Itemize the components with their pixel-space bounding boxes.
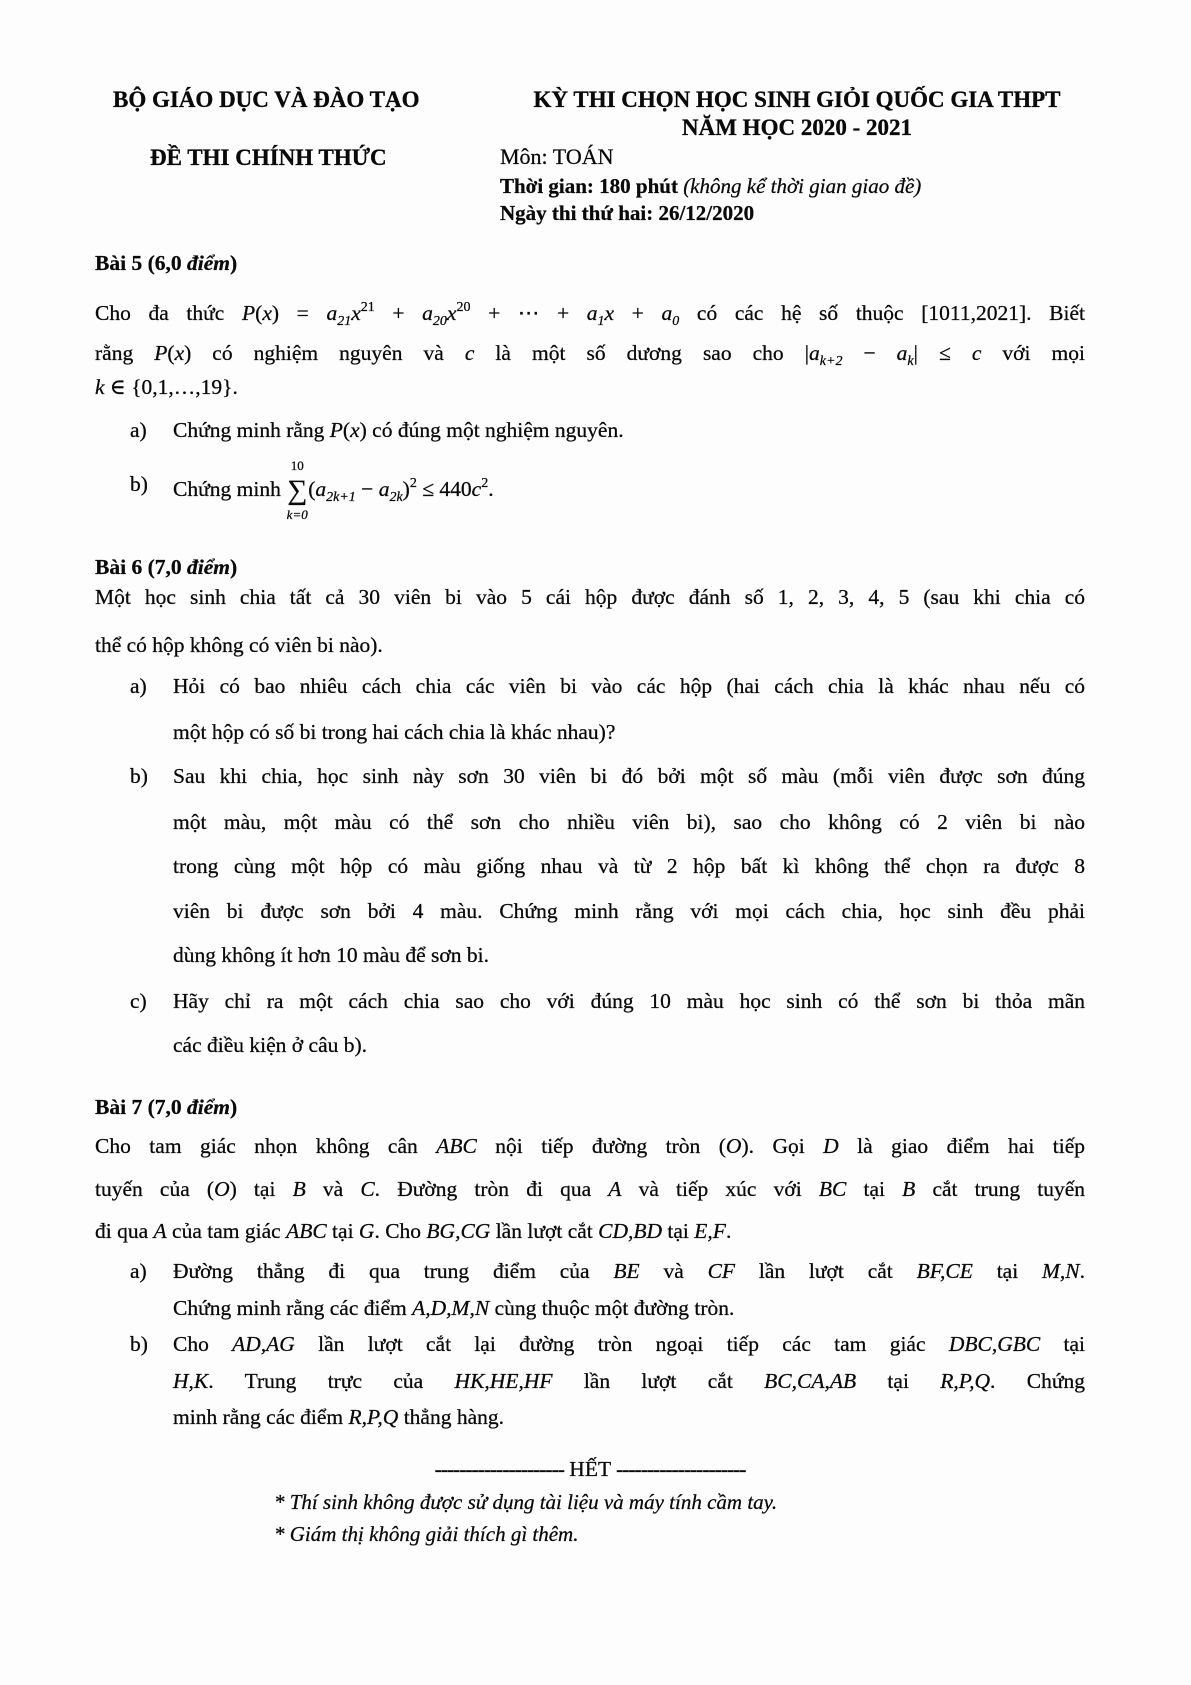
math-symbol: CF: [707, 1259, 736, 1283]
text-run: Cho đa thức: [95, 301, 242, 325]
text-run: −: [842, 341, 897, 365]
text-run: . Chứng: [990, 1369, 1086, 1393]
math-symbol: CD,BD: [598, 1219, 663, 1243]
official-exam-label: ĐỀ THI CHÍNH THỨC: [150, 145, 387, 170]
bold-text: (6,0: [142, 251, 187, 275]
problem-6-title: [95, 553, 1085, 581]
math-symbol: a: [896, 341, 908, 365]
text-run: +: [374, 301, 423, 325]
problem-6-part-b: Sau khi chia, học sinh này sơn 30 viên bi đó bởi một số màu (mỗi viên được sơn đúng: [173, 764, 1085, 788]
text-run: có các hệ số thuộc [1011,2021]. Biết: [679, 301, 1085, 325]
subscript: 2k: [389, 490, 403, 505]
math-symbol: BG,CG: [426, 1219, 491, 1243]
text-run: tại: [662, 1219, 695, 1243]
part-label: b): [130, 1332, 148, 1356]
subscript: k: [907, 354, 914, 369]
math-symbol: x: [174, 341, 185, 365]
math-symbol: ABC: [436, 1134, 477, 1158]
math-symbol: a: [586, 301, 598, 325]
subscript: 21: [337, 314, 352, 329]
exam-duration: [500, 172, 921, 200]
math-symbol: BE: [613, 1259, 640, 1283]
bold-text: ): [230, 251, 238, 275]
text-run: ) =: [271, 301, 327, 325]
text-run: và: [305, 1177, 361, 1201]
problem-6-part-a: Hỏi có bao nhiêu cách chia các viên bi vào các hộp (hai cách chia là khác nhau nếu có: [173, 674, 1085, 698]
part-label: a): [130, 1259, 147, 1283]
subscript: k+2: [819, 354, 843, 369]
text-run: .: [1079, 1259, 1085, 1283]
math-symbol: x: [604, 301, 615, 325]
math-symbol: BF,CE: [916, 1259, 973, 1283]
text-run: +: [614, 301, 662, 325]
math-symbol: k: [95, 375, 105, 399]
math-symbol: A: [153, 1219, 167, 1243]
bold-italic-text: điểm: [187, 251, 230, 275]
problem-7-part-b: [173, 1330, 1085, 1358]
problem-5-part-b: [173, 458, 1085, 522]
text-run: rằng: [95, 341, 155, 365]
math-symbol: R,P,Q: [348, 1405, 399, 1429]
bold-italic-text: điểm: [187, 555, 230, 579]
text-run: .: [488, 477, 494, 501]
problem-6-line: Một học sinh chia tất cả 30 viên bi vào 5 cái hộp được đánh số 1, 2, 3, 4, 5 (sau khi chia có: [95, 585, 1085, 609]
problem-5-line: [95, 294, 1085, 336]
text-run: lần lượt cắt: [490, 1219, 599, 1243]
text-run: và tiếp xúc với: [621, 1177, 819, 1201]
sum-upper-limit: 10: [290, 458, 304, 473]
text-run: ) có đúng một nghiệm nguyên.: [359, 418, 624, 442]
bold-text: Bài 6: [95, 555, 143, 579]
math-symbol: c: [464, 341, 475, 365]
math-symbol: A: [608, 1177, 622, 1201]
problem-7-title: [95, 1093, 1085, 1121]
math-symbol: x: [446, 301, 457, 325]
bold-italic-text: điểm: [187, 1095, 230, 1119]
math-symbol: BC: [818, 1177, 847, 1201]
problem-5-title: [95, 249, 1085, 277]
problem-5-line: [95, 339, 1085, 376]
math-symbol: x: [351, 301, 361, 325]
text-run: . Trung trực của: [208, 1369, 455, 1393]
math-symbol: A,D,M,N: [412, 1296, 490, 1320]
part-label: b): [130, 472, 148, 496]
text-run: (: [167, 341, 175, 365]
text-run: tại: [326, 1219, 359, 1243]
math-symbol: a: [809, 341, 820, 365]
part-label: c): [130, 989, 147, 1013]
text-run: thẳng hàng.: [398, 1405, 504, 1429]
time-label: Thời gian: 180 phút: [500, 174, 684, 198]
note: * Giám thị không giải thích gì thêm.: [274, 1522, 579, 1546]
math-symbol: BC,CA,AB: [764, 1369, 857, 1393]
subscript: 20: [432, 314, 447, 329]
subscript: 2k+1: [326, 490, 356, 505]
text-run: | ≤: [913, 341, 972, 365]
math-symbol: x: [350, 418, 360, 442]
problem-7-part-a: [173, 1294, 1085, 1322]
text-run: tại: [846, 1177, 903, 1201]
text-run: là giao điểm hai tiếp: [838, 1134, 1086, 1158]
text-run: Cho: [173, 1332, 233, 1356]
math-symbol: c: [971, 341, 982, 365]
text-run: lần lượt cắt lại đường tròn ngoại tiếp các tam giác: [294, 1332, 949, 1356]
text-run: tuyến của (: [95, 1177, 215, 1201]
problem-6-part-b: một màu, một màu có thể sơn cho nhiều viên bi), sao cho không có 2 viên bi nào: [173, 810, 1085, 834]
text-run: với mọi: [981, 341, 1085, 365]
bold-text: Bài 7: [95, 1095, 143, 1119]
text-run: và: [639, 1259, 708, 1283]
text-run: Chứng minh rằng các điểm: [173, 1296, 413, 1320]
superscript: 2: [409, 476, 417, 491]
problem-6-part-a: một hộp có số bi trong hai cách chia là khác nhau)?: [173, 720, 616, 744]
part-label: a): [130, 418, 147, 442]
text-run: . Đường tròn đi qua: [374, 1177, 609, 1201]
math-symbol: a: [661, 301, 673, 325]
text-run: là một số dương sao cho |: [474, 341, 810, 365]
subject: Môn: TOÁN: [500, 144, 614, 169]
subscript: 0: [672, 314, 680, 329]
end-dashes-left: ---------------------: [434, 1457, 564, 1481]
math-symbol: D: [823, 1134, 839, 1158]
text-run: của tam giác: [166, 1219, 287, 1243]
text-run: ) có nghiệm nguyên và: [184, 341, 465, 365]
math-symbol: P: [242, 301, 256, 325]
math-symbol: B: [292, 1177, 306, 1201]
problem-7-line: [95, 1217, 1085, 1245]
text-run: Cho tam giác nhọn không cân: [95, 1134, 437, 1158]
math-symbol: a: [378, 477, 390, 501]
text-run: (: [255, 301, 263, 325]
text-run: minh rằng các điểm: [173, 1405, 349, 1429]
text-run: ≤ 440: [416, 477, 472, 501]
text-run: ). Gọi: [741, 1134, 824, 1158]
math-symbol: R,P,Q: [940, 1369, 991, 1393]
text-run: đi qua: [95, 1219, 154, 1243]
problem-7-part-b: [173, 1403, 1085, 1431]
problem-6-part-b: viên bi được sơn bởi 4 màu. Chứng minh rằng với mọi cách chia, học sinh đều phải: [173, 899, 1085, 923]
math-symbol: x: [262, 301, 272, 325]
sigma-glyph: ∑: [287, 475, 308, 506]
math-symbol: M,N: [1042, 1259, 1080, 1283]
text-run: tại: [856, 1369, 941, 1393]
math-symbol: G: [358, 1219, 375, 1243]
end-label: HẾT: [569, 1457, 611, 1481]
text-run: (: [342, 418, 351, 442]
bold-text: Bài 5: [95, 251, 143, 275]
superscript: 21: [360, 300, 375, 315]
math-symbol: ABC: [286, 1219, 327, 1243]
math-symbol: B: [902, 1177, 916, 1201]
ministry-name: BỘ GIÁO DỤC VÀ ĐÀO TẠO: [113, 87, 420, 112]
time-note: (không kể thời gian giao đề): [683, 174, 922, 198]
problem-7-line: [95, 1175, 1085, 1203]
text-run: .: [725, 1219, 732, 1243]
math-symbol: O: [214, 1177, 230, 1201]
problem-6-line: thể có hộp không có viên bi nào).: [95, 633, 383, 657]
math-symbol: c: [471, 477, 482, 501]
summation-symbol: [286, 458, 308, 522]
text-run: ∈ {0,1,…,19}.: [104, 375, 238, 399]
text-run: ): [402, 477, 410, 501]
math-symbol: a: [315, 477, 327, 501]
text-run: cắt trung tuyến: [915, 1177, 1085, 1201]
superscript: 2: [481, 476, 489, 491]
text-run: lần lượt cắt: [735, 1259, 917, 1283]
exam-title: KỲ THI CHỌN HỌC SINH GIỎI QUỐC GIA THPT: [533, 87, 1061, 112]
math-symbol: a: [326, 301, 338, 325]
math-symbol: AD,AG: [232, 1332, 295, 1356]
bold-text: ): [230, 1095, 238, 1119]
problem-6-part-b: trong cùng một hộp có màu giống nhau và từ 2 hộp bất kì không thể chọn ra được 8: [173, 854, 1085, 878]
math-symbol: C: [360, 1177, 375, 1201]
problem-7-line: [95, 1132, 1085, 1160]
bold-text: (7,0: [142, 555, 187, 579]
text-run: −: [355, 477, 379, 501]
problem-5-part-a: [173, 416, 1085, 444]
text-run: tại: [1040, 1332, 1085, 1356]
problem-7-part-a: [173, 1257, 1085, 1285]
math-symbol: a: [422, 301, 433, 325]
math-symbol: HK,HE,HF: [454, 1369, 553, 1393]
problem-5-line: [95, 373, 1085, 401]
text-run: + ⋯ +: [470, 301, 587, 325]
exam-date: Ngày thi thứ hai: 26/12/2020: [500, 201, 755, 225]
text-run: lần lượt cắt: [552, 1369, 765, 1393]
text-run: Chứng minh: [173, 477, 287, 501]
problem-6-part-c: Hãy chỉ ra một cách chia sao cho với đúng 10 màu học sinh có thể sơn bi thỏa mãn: [173, 989, 1085, 1013]
bold-text: ): [230, 555, 238, 579]
problem-7-part-b: [173, 1367, 1085, 1395]
end-marker: [0, 1455, 1180, 1483]
math-symbol: DBC,GBC: [948, 1332, 1041, 1356]
note: * Thí sinh không được sử dụng tài liệu và máy tính cầm tay.: [274, 1490, 778, 1514]
text-run: . Cho: [374, 1219, 427, 1243]
problem-6-part-c: các điều kiện ở câu b).: [173, 1033, 368, 1057]
math-symbol: E,F: [694, 1219, 726, 1243]
part-label: b): [130, 764, 148, 788]
math-symbol: P: [329, 418, 343, 442]
bold-text: (7,0: [142, 1095, 187, 1119]
text-run: tại: [972, 1259, 1042, 1283]
school-year: NĂM HỌC 2020 - 2021: [682, 115, 912, 140]
problem-6-part-b: dùng không ít hơn 10 màu để sơn bi.: [173, 943, 489, 967]
end-dashes-right: ---------------------: [616, 1457, 746, 1481]
superscript: 20: [456, 300, 471, 315]
math-symbol: O: [725, 1134, 742, 1158]
text-run: nội tiếp đường tròn (: [476, 1134, 726, 1158]
text-run: cùng thuộc một đường tròn.: [489, 1296, 735, 1320]
math-symbol: P: [154, 341, 168, 365]
math-symbol: H,K: [173, 1369, 209, 1393]
text-run: Đường thẳng đi qua trung điểm của: [173, 1259, 614, 1283]
subscript: 1: [597, 314, 605, 329]
text-run: (: [308, 477, 316, 501]
sum-lower-limit: k=0: [286, 507, 308, 522]
part-label: a): [130, 674, 147, 698]
text-run: Chứng minh rằng: [173, 418, 330, 442]
text-run: ) tại: [229, 1177, 293, 1201]
